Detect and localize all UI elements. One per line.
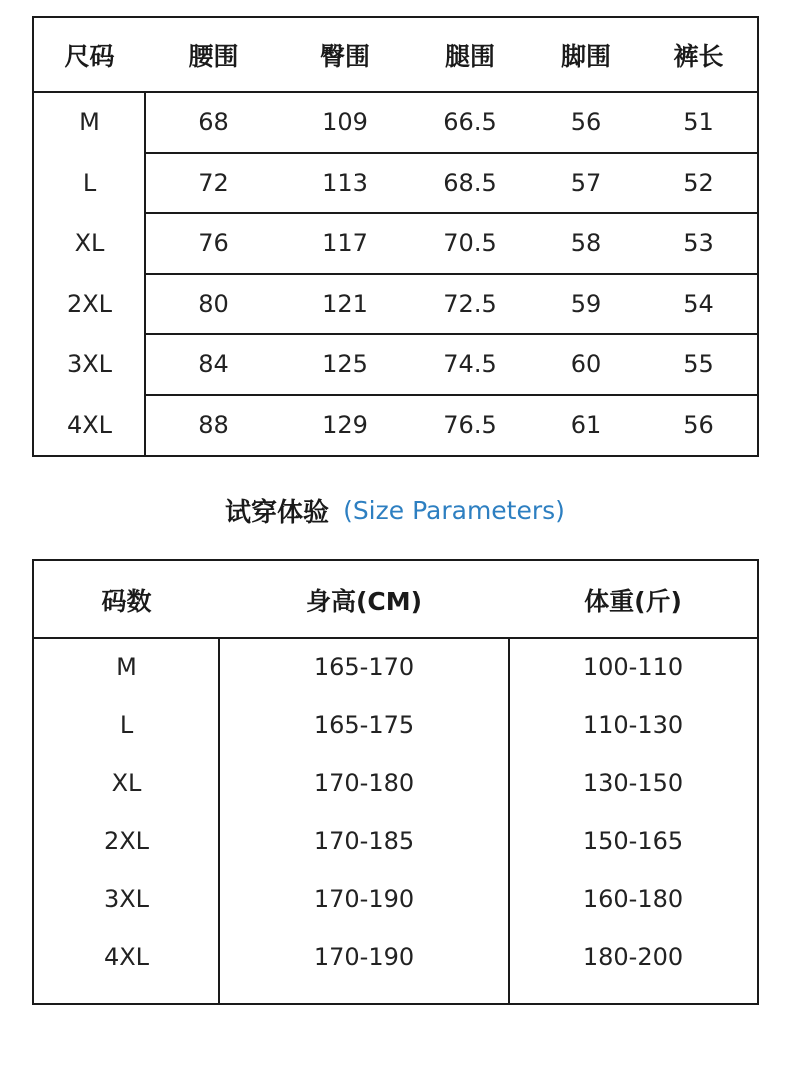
fit-table — [32, 559, 759, 1005]
table-cell: 72.5 — [443, 289, 497, 318]
table-cell: 59 — [570, 289, 602, 318]
table-cell: 52 — [683, 168, 714, 197]
table-cell: 88 — [198, 410, 229, 439]
table-cell: 170-190 — [313, 885, 415, 913]
table-cell: 74.5 — [443, 350, 497, 379]
table-cell: 56 — [570, 108, 602, 137]
header-cell: 尺码 — [64, 42, 115, 71]
table-cell: 160-180 — [582, 885, 684, 913]
table-cell: 180-200 — [582, 943, 684, 971]
table-cell: 68 — [198, 108, 229, 137]
size-label: XL — [74, 229, 105, 258]
table-cell: 109 — [322, 108, 368, 137]
table-cell: 170-190 — [313, 943, 415, 971]
table-cell: 76.5 — [443, 410, 497, 439]
column-divider — [144, 92, 146, 455]
size-label: L — [119, 711, 134, 739]
size-label: 3XL — [66, 350, 113, 379]
table-cell: 56 — [683, 410, 714, 439]
table-cell: 117 — [322, 229, 368, 258]
table-cell: 66.5 — [443, 108, 497, 137]
table-cell: 121 — [322, 289, 368, 318]
header-cell: 裤长 — [673, 42, 724, 71]
size-label: M — [79, 108, 100, 137]
table-cell: 150-165 — [582, 827, 684, 855]
table-cell: 113 — [322, 168, 368, 197]
size-label: L — [82, 168, 97, 197]
table-cell: 57 — [570, 168, 602, 197]
table-cell: 72 — [198, 168, 229, 197]
table-cell: 80 — [198, 289, 229, 318]
size-label: 4XL — [66, 410, 113, 439]
table-cell: 54 — [683, 289, 714, 318]
table-cell: 84 — [198, 350, 229, 379]
table-cell: 58 — [570, 229, 602, 258]
size-label: M — [116, 653, 137, 681]
table-cell: 61 — [570, 410, 602, 439]
header-cell: 腰围 — [188, 42, 239, 71]
table-cell: 51 — [683, 108, 714, 137]
header-cell: 脚围 — [560, 42, 611, 71]
header-cell: 码数 — [101, 586, 152, 616]
table-cell: 165-170 — [313, 653, 415, 681]
table-cell: 110-130 — [582, 711, 684, 739]
size-label: 2XL — [66, 289, 113, 318]
section-title-en: (Size Parameters) — [343, 495, 565, 525]
table-cell: 55 — [683, 350, 714, 379]
table-cell: 170-185 — [313, 827, 415, 855]
table-cell: 76 — [198, 229, 229, 258]
size-label: XL — [111, 769, 142, 797]
table-cell: 165-175 — [313, 711, 415, 739]
size-label: 4XL — [103, 943, 150, 971]
table-cell: 70.5 — [443, 229, 497, 258]
table-cell: 100-110 — [582, 653, 684, 681]
size-label: 3XL — [103, 885, 150, 913]
header-cell: 体重(斤) — [584, 586, 682, 616]
table-cell: 68.5 — [443, 168, 497, 197]
header-cell: 腿围 — [444, 42, 495, 71]
size-table — [32, 16, 759, 457]
table-cell: 60 — [570, 350, 602, 379]
column-divider — [218, 638, 220, 1003]
table-cell: 170-180 — [313, 769, 415, 797]
header-cell: 臀围 — [319, 42, 370, 71]
table-cell: 130-150 — [582, 769, 684, 797]
section-title — [0, 488, 790, 532]
column-divider — [508, 638, 510, 1003]
table-cell: 125 — [322, 350, 368, 379]
header-cell: 身高(CM) — [305, 586, 423, 616]
size-label: 2XL — [103, 827, 150, 855]
table-cell: 129 — [322, 410, 368, 439]
section-title-zh: 试穿体验 — [225, 497, 330, 528]
table-cell: 53 — [683, 229, 714, 258]
